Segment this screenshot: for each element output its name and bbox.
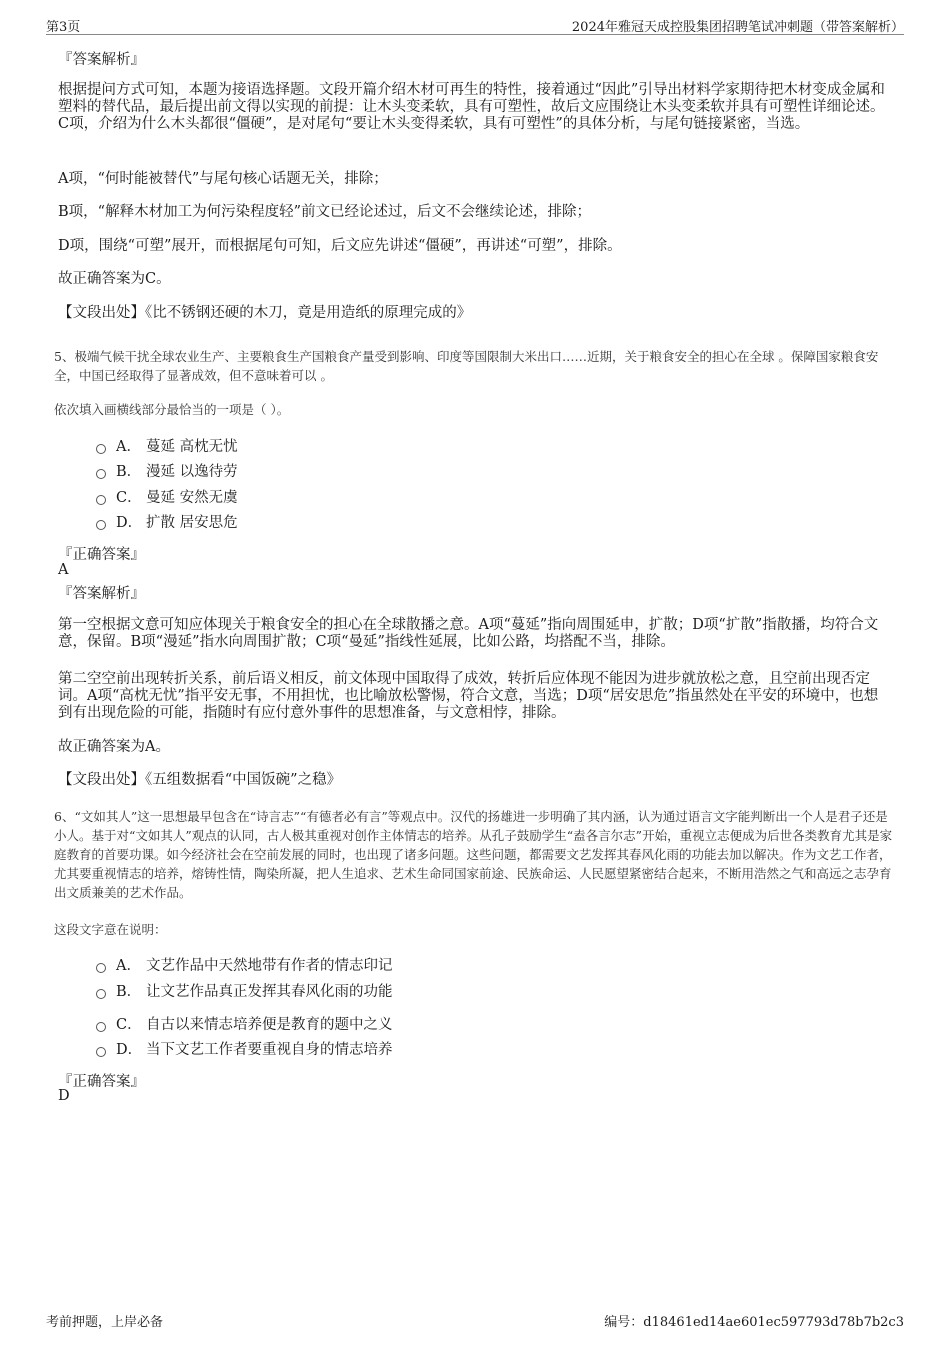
q4-analysis-option-b: B项，“解释木材加工为何污染程度轻”前文已经论述过，后文不会继续论述，排除；: [58, 204, 591, 220]
radio-icon[interactable]: [96, 469, 106, 479]
q5-option-a[interactable]: A． 蔓延 高枕无忧: [96, 437, 238, 457]
q5-source: 【文段出处】《五组数据看“中国饭碗”之稳》: [58, 772, 342, 788]
document-code: [604, 1311, 904, 1330]
radio-icon[interactable]: [96, 989, 106, 999]
q5-prompt: 依次填入画横线部分最恰当的一项是（ ）。: [54, 402, 290, 417]
document-code-value: d18461ed14ae601ec597793d78b7b2c3: [643, 1315, 904, 1330]
q4-analysis-label: 『答案解析』: [58, 52, 145, 68]
q5-analysis-paragraph-1: 第一空根据文意可知应体现关于粮食安全的担心在全球散播之意。A项“蔓延”指向周围延申，扩散；D项“扩散”指散播，均符合文意，保留。B项“漫延”指水向周围扩散；C项“曼延”指线性延展，比如公路，均搭配不当，排除。: [58, 617, 879, 650]
q5-conclusion: 故正确答案为A。: [58, 739, 170, 755]
document-code-label: 编号：: [604, 1315, 644, 1330]
q5-option-b[interactable]: B． 漫延 以逸待劳: [96, 462, 238, 482]
q5-option-c[interactable]: C． 曼延 安然无虞: [96, 488, 238, 508]
radio-icon[interactable]: [96, 495, 106, 505]
q6-prompt: 这段文字意在说明：: [54, 922, 167, 937]
q5-stem: 5、极端气候干扰全球农业生产、主要粮食生产国粮食产量受到影响、印度等国限制大米出口……近期，关于粮食安全的担心在全球 。保障国家粮食安全，中国已经取得了显著成效，但不意味着可以 。: [54, 349, 879, 383]
radio-icon[interactable]: [96, 444, 106, 454]
q4-conclusion: 故正确答案为C。: [58, 271, 171, 287]
radio-icon[interactable]: [96, 963, 106, 973]
q6-option-d[interactable]: D． 当下文艺工作者要重视自身的情志培养: [96, 1040, 393, 1060]
q6-answer-label: 『正确答案』: [58, 1074, 145, 1090]
q5-answer: A: [58, 562, 69, 578]
radio-icon[interactable]: [96, 1047, 106, 1057]
page-number: 第3页: [46, 20, 81, 35]
q6-option-b[interactable]: B． 让文艺作品真正发挥其春风化雨的功能: [96, 982, 393, 1002]
q6-answer: D: [58, 1088, 70, 1104]
q4-source: 【文段出处】《比不锈钢还硬的木刀，竟是用造纸的原理完成的》: [58, 305, 472, 321]
q5-option-d[interactable]: D． 扩散 居安思危: [96, 513, 238, 533]
q4-analysis-paragraph: 根据提问方式可知，本题为接语选择题。文段开篇介绍木材可再生的特性，接着通过“因此”引导出材料学家期待把木材变成金属和塑料的替代品，最后提出前文得以实现的前提：让木头变柔软，具有可塑性，故后文应围绕让木头变柔软并具有可塑性详细论述。C项，介绍为什么木头都很“僵硬”，是对尾句“要让木头变得柔软，具有可塑性”的具体分析，与尾句链接紧密，当选。: [58, 82, 885, 132]
q5-answer-label: 『正确答案』: [58, 547, 145, 563]
q6-stem: 6、“文如其人”这一思想最早包含在“诗言志”“有德者必有言”等观点中。汉代的扬雄进一步明确了其内涵，认为通过语言文字能判断出一个人是君子还是小人。基于对“文如其人”观点的认同，古人极其重视对创作主体情志的培养。从孔子鼓励学生“盍各言尔志”开始，重视立志便成为后世各类教育尤其是家庭教育的首要功课。如今经济社会在空前发展的同时，也出现了诸多问题。这些问题，都需要文艺发挥其春风化雨的功能去加以解决。作为文艺工作者，尤其要重视情志的培养，熔铸性情，陶染所凝，把人生追求、艺术生命同国家前途、民族命运、人民愿望紧密结合起来，不断用浩然之气和高远之志孕育出文质兼美的艺术作品。: [54, 809, 893, 900]
radio-icon[interactable]: [96, 1022, 106, 1032]
q4-analysis-option-d: D项，围绕“可塑”展开，而根据尾句可知，后文应先讲述“僵硬”，再讲述“可塑”，排除。: [58, 238, 622, 254]
q4-analysis-option-a: A项，“何时能被替代”与尾句核心话题无关，排除；: [58, 171, 388, 187]
q6-option-c[interactable]: C． 自古以来情志培养便是教育的题中之义: [96, 1015, 393, 1035]
radio-icon[interactable]: [96, 520, 106, 530]
page-header: [46, 14, 904, 35]
q5-analysis-label: 『答案解析』: [58, 586, 145, 602]
q6-option-a[interactable]: A． 文艺作品中天然地带有作者的情志印记: [96, 956, 393, 976]
q5-analysis-paragraph-2: 第二空空前出现转折关系，前后语义相反，前文体现中国取得了成效，转折后应体现不能因为进步就放松之意，且空前出现否定词。A项“高枕无忧”指平安无事，不用担忧，也比喻放松警惕，符合文意，当选；D项“居安思危”指虽然处在平安的环境中，也想到有出现危险的可能，指随时有应付意外事件的思想准备，与文意相悖，排除。: [58, 671, 879, 721]
footer-slogan: 考前押题，上岸必备: [46, 1315, 164, 1330]
document-title: 2024年雅冠天成控股集团招聘笔试冲刺题（带答案解析）: [571, 20, 904, 35]
